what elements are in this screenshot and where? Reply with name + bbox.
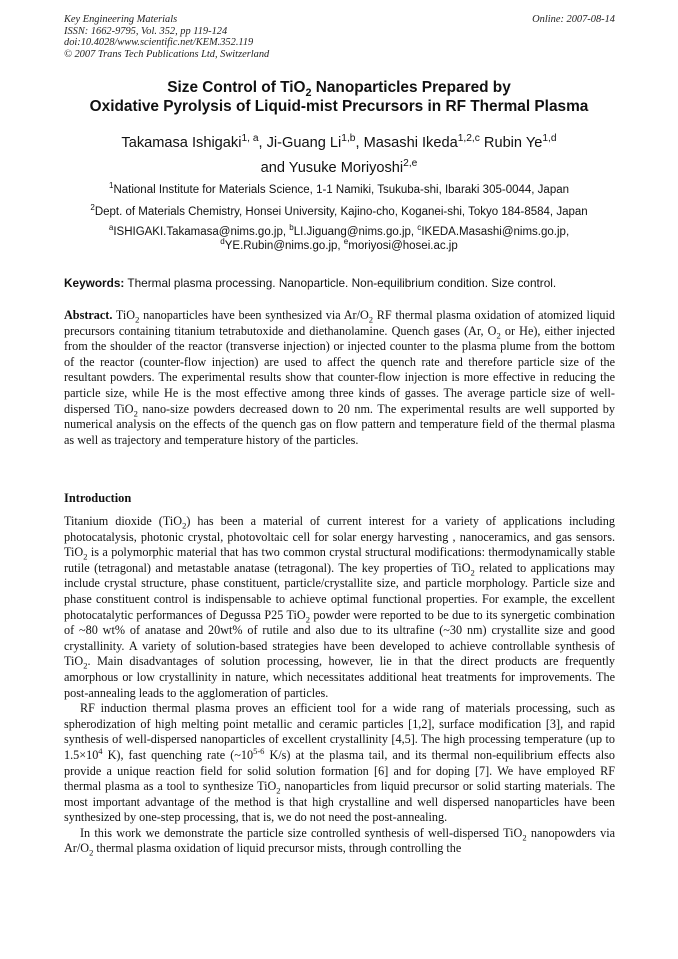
copyright-line: © 2007 Trans Tech Publications Ltd, Switzerland (64, 48, 270, 60)
author-name: and Yusuke Moriyoshi (260, 160, 404, 176)
doi-line: doi:10.4028/www.scientific.net/KEM.352.119 (64, 37, 254, 49)
issn-line: ISSN: 1662-9795, Vol. 352, pp 119-124 (64, 25, 228, 37)
keywords-label: Keywords: (64, 276, 125, 290)
online-date: Online: 2007-08-14 (532, 14, 615, 25)
email-link[interactable]: YE.Rubin@nims.go.jp, (224, 240, 344, 252)
affiliation-2: $^2$Dept. of Materials Chemistry, Honsei University, Kajino-cho, Koganei-shi, Tokyo 184-8584, Japan (90, 203, 588, 218)
author-line-1: Takamasa Ishigaki$^{1, a}$, Ji-Guang Li$^{1,b}$, Masashi Ikeda$^{1,2,c}$ Rubin Ye$^{1,d}$ (121, 133, 557, 151)
paragraph: RF induction thermal plasma proves an efficient tool for a wide rang of materials processing, such as spherodization of high melting point metallic and ceramic particles [1,2], surface modification [3], and rapid synthesis of well-dispersed nanoparticles of excellent crystallinity [4,5]. The high processing temperature (up to $1.5\times 10^4$ K), fast quenching rate (~10$^{5-6}$ K/s) at the plasma tail, and its thermal non-equilibrium effects also provide a unique reaction field for solid solution formation [6] and for doping [7]. We have employed RF thermal plasma as a tool to synthesize TiO$_2$ nanoparticles from liquid precursor or solid starting materials. The most important advantage of the method is that high crystalline and well dispersed nanoparticles have been synthesized by one-step processing, that is, we do not need the post-annealing. (64, 701, 615, 825)
introduction-body (64, 514, 615, 857)
author-list (40, 131, 638, 181)
author-name: Masashi Ikeda (363, 135, 458, 151)
paragraph: In this work we demonstrate the particle size controlled synthesis of well-dispersed TiO$_2$ nanopowders via $Ar/O_2$ thermal plasma oxidation of liquid precursor mists, through controlling the (64, 825, 615, 858)
email-list: $^a$ISHIGAKI.Takamasa@nims.go.jp, $^b$LI.Jiguang@nims.go.jp, $^c$IKEDA.Masashi@nims.go.jp, $^d$YE.Rubin@nims.go.jp, $^e$moriyosi@hosei.ac.jp (108, 223, 570, 252)
journal-header (64, 14, 615, 60)
email-link[interactable]: moriyosi@hosei.ac.jp (348, 240, 458, 252)
affiliation-1: $^1$National Institute for Materials Science, 1-1 Namiki, Tsukuba-shi, Ibaraki 305-0044, Japan (108, 181, 570, 196)
abstract: Abstract. TiO$_2$ nanoparticles have been synthesized via $Ar/O_2$ RF thermal plasma oxidation of atomized liquid precursors containing titanium tetrabutoxide and diethanolamine. Quench gases (Ar, $O_2$ or He), either injected from the shoulder of the reactor (transverse injection) or injected counter to the plasma plume from the bottom of the reactor (counter-flow injection) are used to affect the quench rate and therefore particle size of the resultant powders. The experimental results show that counter-flow injection is more effective in reducing the particle size, while He is the most effective among three kinds of gasses. The average particle size of well-dispersed TiO$_2$ nano-size powders decreased down to 20 nm. The experimental results are well supported by numerical analysis on the effects of the quench gas on flow pattern and temperature field of the thermal plasma as well as trajectory and temperature history of the particles. (64, 308, 615, 447)
paragraph: Titanium dioxide (TiO$_2$) has been a material of current interest for a variety of applications including photocatalysis, photonic crystal, photovoltaic cell for solar energy harvesting , nanoceramics, and gas sensors. TiO$_2$ is a polymorphic material that has two common crystal structural modifications: thermodynamically stable rutile (tetragonal) and metastable anatase (tetragonal). The key properties of TiO$_2$ related to applications may include crystal structure, phase constituent, particle/crystallite size, and particle morphology. Particle size and phase constituent control is indispensable to achieve optimal functional properties. For example, the excellent photocatalytic performances of Degussa P25 TiO$_2$ powder were reported to be due to its synergetic combination of ~80 wt% of anatase and 20wt% of rutile and also due to its ultrafine (~30 nm) crystallite size and good crystallinity. A variety of solution-based strategies have been developed to achieve controllable synthesis of TiO$_2$. Main disadvantages of solution processing, however, lie in that the direct products are frequently amorphous or low crystallinity in nature, which necessitates additional heat treatments for improvements. The post-annealing leads to the agglomeration of particles. (64, 514, 616, 700)
author-name: Takamasa Ishigaki (121, 135, 242, 151)
journal-name: Key Engineering Materials (64, 14, 178, 25)
abstract-label: Abstract. (64, 308, 113, 322)
section-heading-introduction: Introduction (64, 491, 132, 505)
author-name: Ji-Guang Li (266, 135, 342, 151)
keywords: Keywords: Thermal plasma processing. Nanoparticle. Non-equilibrium condition. Size control. (64, 276, 557, 290)
email-link[interactable]: IKEDA.Masashi@nims.go.jp, (421, 226, 570, 238)
email-link[interactable]: LI.Jiguang@nims.go.jp, (293, 226, 418, 238)
author-name: Rubin Ye (479, 135, 543, 151)
title-line-1: Size Control of TiO$_2$ Nanoparticles Prepared by (167, 79, 511, 100)
email-link[interactable]: ISHIGAKI.Takamasa@nims.go.jp, (113, 226, 290, 238)
author-line-2: and Yusuke Moriyoshi$^{2,e}$ (260, 158, 418, 176)
paper-title (40, 78, 638, 116)
title-line-2: Oxidative Pyrolysis of Liquid-mist Precursors in RF Thermal Plasma (89, 98, 589, 115)
